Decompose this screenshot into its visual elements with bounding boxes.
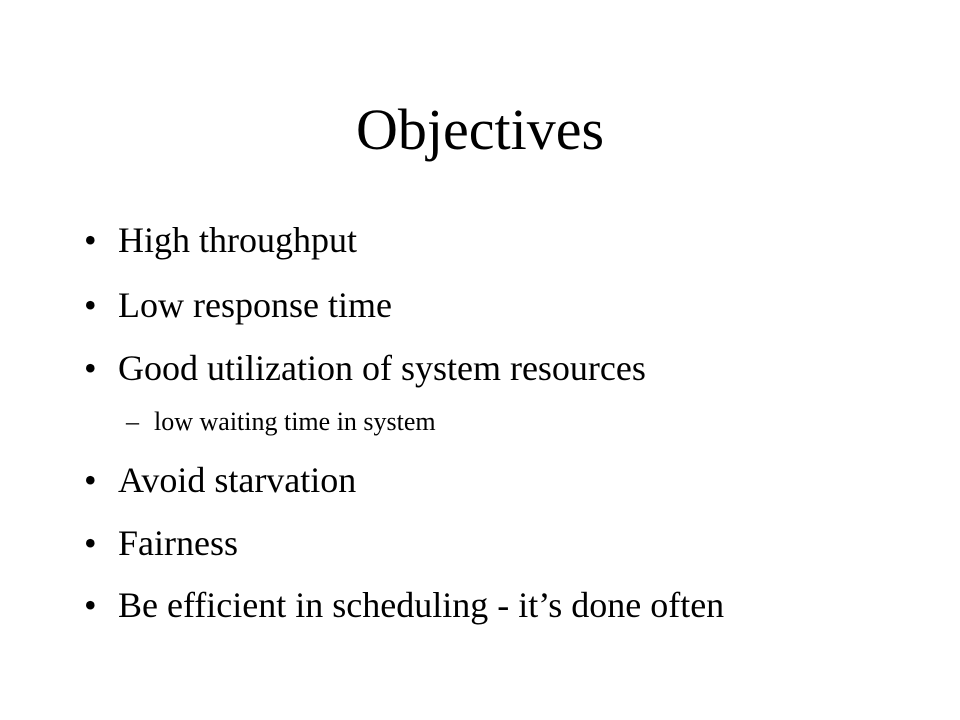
list-item xyxy=(84,218,357,262)
slide-title: Objectives xyxy=(355,97,605,162)
bullet-marker: • xyxy=(84,585,97,625)
list-item xyxy=(84,458,356,502)
sub-list-item xyxy=(126,406,436,438)
list-item-text: Low response time xyxy=(118,285,392,325)
list-item xyxy=(84,583,724,627)
bullet-marker: • xyxy=(84,523,97,563)
list-item xyxy=(84,283,392,327)
bullet-marker: • xyxy=(84,220,97,260)
list-item-text: Avoid starvation xyxy=(118,460,357,500)
sub-list-item-text: low waiting time in system xyxy=(154,407,436,436)
bullet-marker: • xyxy=(84,460,97,500)
sub-bullet-marker: – xyxy=(126,407,139,436)
bullet-marker: • xyxy=(84,285,97,325)
list-item-text: Fairness xyxy=(118,523,238,563)
list-item-text: High throughput xyxy=(118,220,357,260)
list-item-text: Good utilization of system resources xyxy=(118,348,646,388)
list-item xyxy=(84,521,238,565)
list-item xyxy=(84,346,646,390)
bullet-marker: • xyxy=(84,348,97,388)
list-item-text: Be efficient in scheduling - it’s done often xyxy=(118,585,725,625)
